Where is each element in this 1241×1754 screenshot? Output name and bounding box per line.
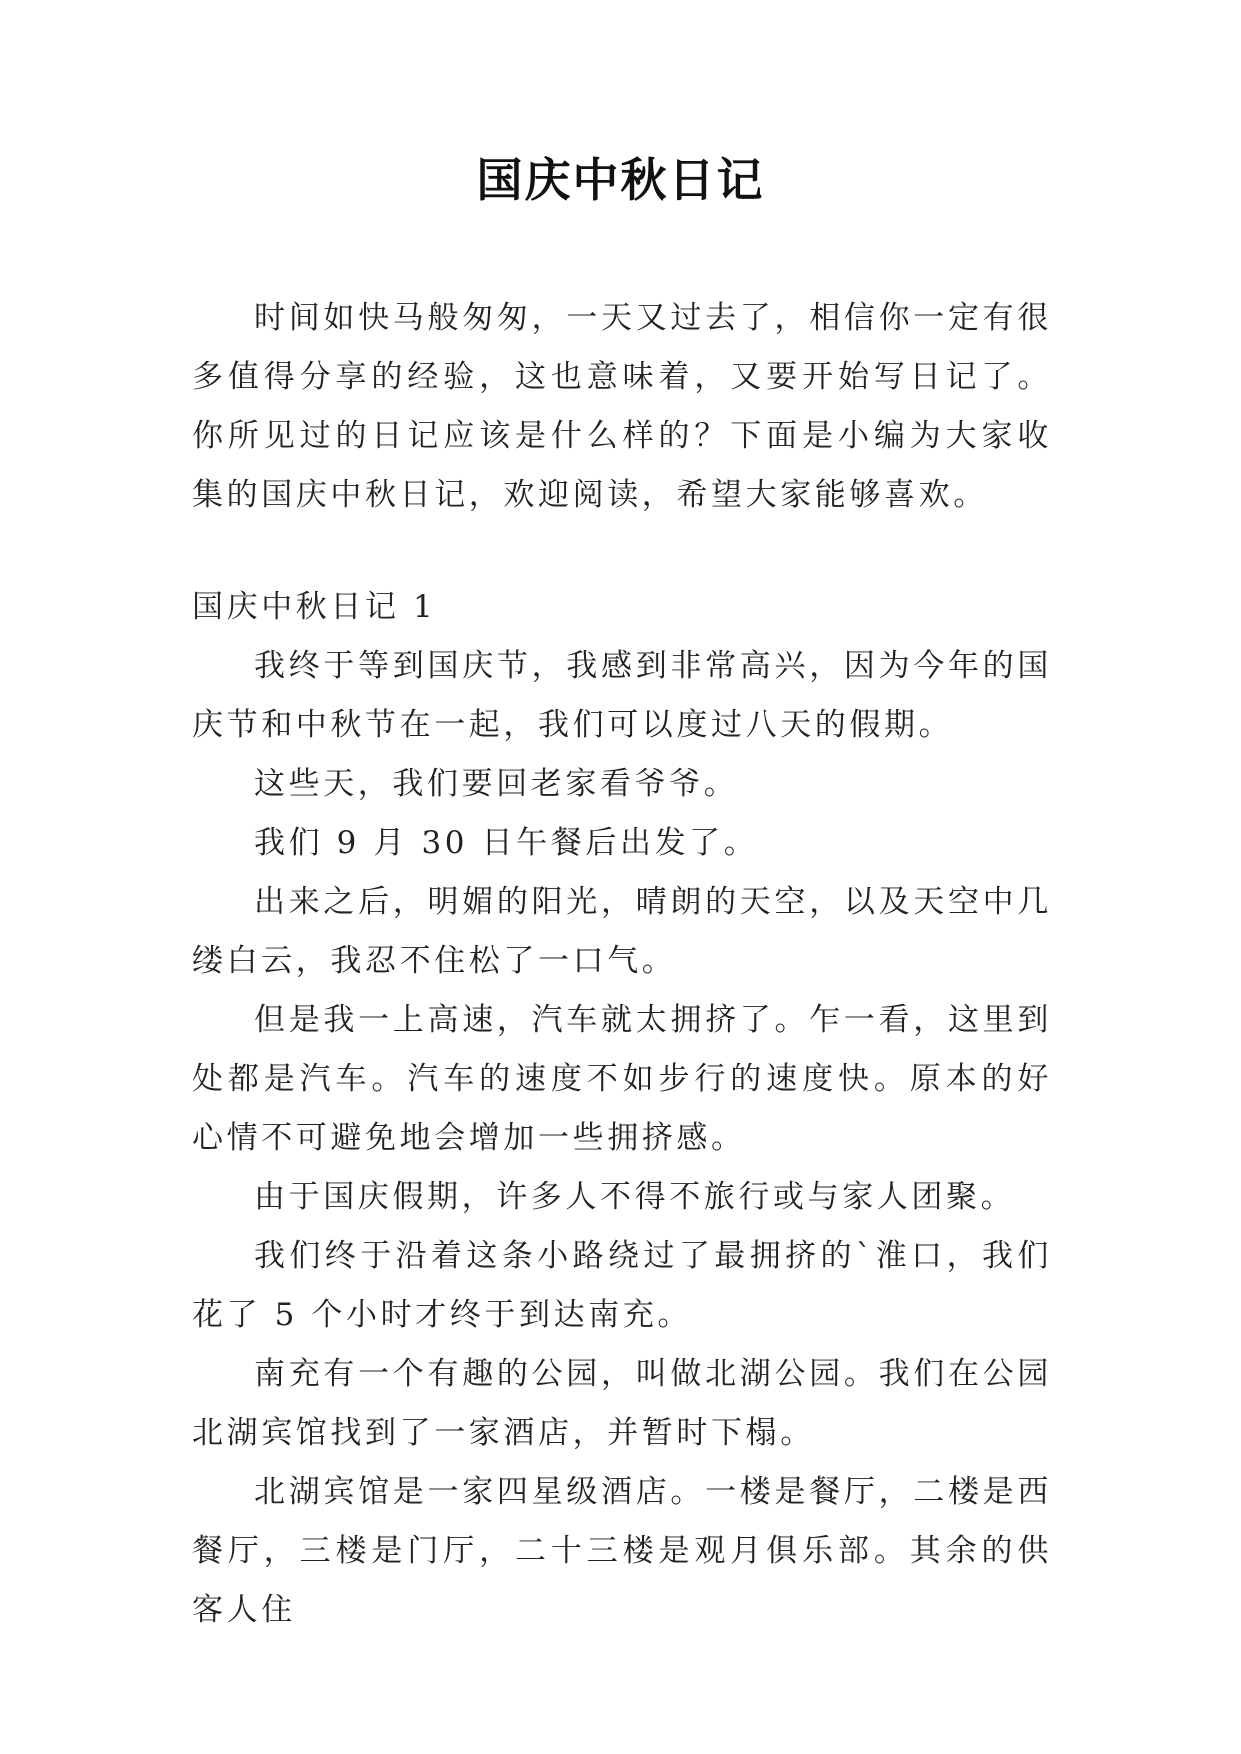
body-paragraph: 出来之后，明媚的阳光，晴朗的天空，以及天空中几缕白云，我忍不住松了一口气。 [192, 884, 1052, 979]
body-paragraph: 南充有一个有趣的公园，叫做北湖公园。我们在公园北湖宾馆找到了一家酒店，并暂时下榻。 [192, 1356, 1052, 1451]
document-title: 国庆中秋日记 [476, 153, 765, 207]
body-paragraph: 这些天，我们要回老家看爷爷。 [254, 766, 739, 802]
body-paragraph: 我们 9 月 30 日午餐后出发了。 [254, 825, 759, 861]
body-paragraph: 我终于等到国庆节，我感到非常高兴，因为今年的国庆节和中秋节在一起，我们可以度过八天的假期。 [192, 648, 1052, 743]
body-paragraph: 但是我一上高速，汽车就太拥挤了。乍一看，这里到处都是汽车。汽车的速度不如步行的速度快。原本的好心情不可避免地会增加一些拥挤感。 [192, 1002, 1052, 1156]
section-heading: 国庆中秋日记 1 [192, 589, 437, 625]
intro-paragraph: 时间如快马般匆匆，一天又过去了，相信你一定有很多值得分享的经验，这也意味着，又要开始写日记了。你所见过的日记应该是什么样的？下面是小编为大家收集的国庆中秋日记，欢迎阅读，希望大家能够喜欢。 [192, 300, 1052, 513]
body-paragraph: 北湖宾馆是一家四星级酒店。一楼是餐厅，二楼是西餐厅，三楼是门厅，二十三楼是观月俱乐部。其余的供客人住 [192, 1474, 1052, 1628]
body-paragraph: 我们终于沿着这条小路绕过了最拥挤的`淮口，我们花了 5 个小时才终于到达南充。 [192, 1238, 1052, 1333]
document-body [192, 289, 1052, 1640]
body-paragraph: 由于国庆假期，许多人不得不旅行或与家人团聚。 [254, 1179, 1016, 1215]
